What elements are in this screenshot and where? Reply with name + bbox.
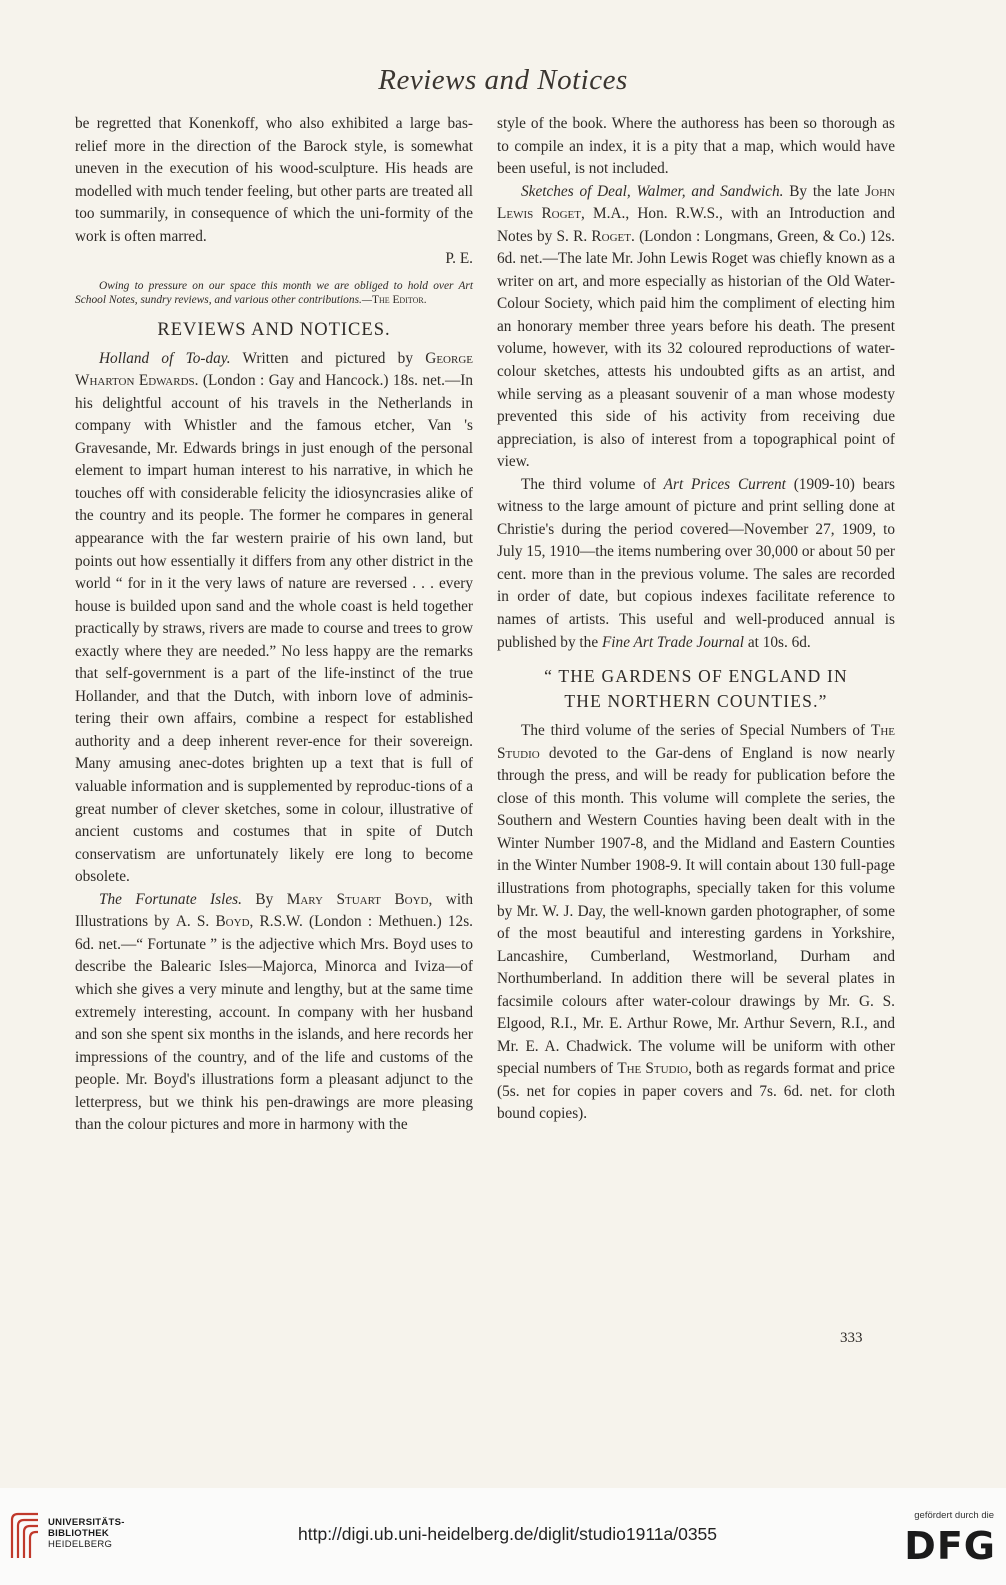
- digitization-footer: [0, 1488, 1006, 1585]
- paragraph: style of the book. Where the authoress has been so thorough as to compile an index, it is a pity that a map, which would have been useful, is not included.: [497, 115, 895, 178]
- author-name: Mary Stuart Boyd,: [286, 890, 433, 908]
- editor-name: S. R. Roget.: [556, 227, 635, 245]
- section-heading: REVIEWS AND NOTICES.: [157, 319, 391, 340]
- editor-signature: The Editor.: [372, 294, 427, 307]
- library-logo-icon: [8, 1510, 42, 1560]
- book-title: Art Prices Current: [663, 475, 786, 493]
- publisher-name: Fine Art Trade Journal: [601, 633, 745, 651]
- book-title: Holland of To-day.: [99, 349, 231, 367]
- illustrator-name: A. S. Boyd, R.S.W.: [175, 913, 303, 931]
- signature-line: [75, 248, 473, 271]
- announcement-paragraph: The third volume of the series of Special Numbers of The Studio devoted to the Gar-dens of England is now nearly through the press, and will be ready for publication before the close of this month. This volume will complete the series, the Southern and Western Counties having been dealt with in the Winter Number 1907-8, and the Midland and Eastern Counties in the Winter Number 1908-9. It will contain about 130 full-page illustrations from photographs, specially taken for this volume by Mr. W. J. Day, the well-known garden photographer, of some of the most beautiful and interesting gardens in Yorkshire, Lancashire, Cumberland, Westmorland, Durham and Northumberland. In addition there will be several plates in facsimile colours after water-colour drawings by Mr. G. S. Elgood, R.I., Mr. E. Arthur Rowe, Mr. Arthur Severn, R.I., and Mr. E. A. Chadwick. The volume will be uniform with other special numbers of The Studio, both as regards format and price (5s. net for copies in paper covers and 7s. 6d. net. for cloth bound copies).: [497, 722, 896, 1123]
- book-title: The Fortunate Isles.: [99, 890, 242, 908]
- author-name: George Wharton Edwards.: [75, 349, 473, 390]
- dfg-logo: DFG: [904, 1524, 996, 1568]
- page-number: 333: [840, 1330, 863, 1346]
- gardens-heading: “ THE GARDENS OF ENGLAND IN THE NORTHERN COUNTIES.”: [544, 666, 848, 712]
- running-head: Reviews and Notices: [378, 64, 628, 96]
- editor-note: Owing to pressure on our space this month we are obliged to hold over Art School Notes, sundry reviews, and various other contributions.—The Editor.: [75, 279, 473, 307]
- sponsor-label: gefördert durch die: [914, 1510, 994, 1521]
- source-url-link[interactable]: http://digi.ub.uni-heidelberg.de/diglit/studio1911a/0355: [298, 1524, 718, 1544]
- review-paragraph: Holland of To-day. Written and pictured by George Wharton Edwards. (London : Gay and Hancock.) 18s. net.—In his delightful account of his travels in the Netherlands in company with Whistler and the famous etcher, Van 's Gravesande, Mr. Edwards brings in just enough of the personal element to impart human interest to his narrative, in which he touches off with considerable felicity the idiosyncrasies alike of the country and its people. The former he compares in general appearance with the far western prairie of his own land, but points out how essentially it differs from any other district in the world “ for in it the very laws of nature are reversed . . . every house is builded upon sand and the whole coast is held together practically by straws, rivers are made to course and trees to grow exactly where they are needed.” No less happy are the remarks that self-government is a part of the life-instinct of the true Hollander, and that the Dutch, with inborn love of adminis-tering their own affairs, combine a respect for established authority and a deep inherent rever-ence for their sovereign. Many amusing anec-dotes brighten up a text that is full of valuable information and is supplemented by reproduc-tions of a great number of clever sketches, some in colour, illustrative of ancient customs and costumes that in spite of Dutch conservatism are unfortunately likely ere long to become obsolete.: [75, 349, 473, 886]
- signature: P. E.: [445, 250, 473, 268]
- magazine-name: The Studio,: [617, 1060, 692, 1078]
- author-name: John Lewis Roget,: [497, 182, 895, 223]
- right-column: [497, 113, 895, 1126]
- left-column: [75, 113, 473, 1137]
- magazine-name: The Studio: [497, 722, 895, 762]
- library-name: UNIVERSITÄTS- BIBLIOTHEK HEIDELBERG: [48, 1517, 125, 1550]
- paragraph: be regretted that Konenkoff, who also exhibited a large bas-relief more in the direction of the Barock style, is somewhat uneven in the execution of his wood-sculpture. His heads are modelled with much tender feeling, but other parts are treated all too summarily, in consequence of which the uni-formity of the work is often marred.: [75, 115, 473, 245]
- review-paragraph: The Fortunate Isles. By Mary Stuart Boyd, with Illustrations by A. S. Boyd, R.S.W. (London : Methuen.) 12s. 6d. net.—“ Fortunate ” is the adjective which Mrs. Boyd uses to describe the Balearic Isles—Majorca, Minorca and Iviza—of which she gives a very minute and lengthy, but at the same time extremely interesting, account. In company with her husband and son she spent six months in the islands, and here records her impressions of the country, and of the life and customs of the people. Mr. Boyd's illustrations form a pleasant adjunct to the letterpress, but we think his pen-drawings are more pleasing than the colour pictures and more in harmony with the: [75, 890, 473, 1134]
- review-paragraph: Sketches of Deal, Walmer, and Sandwich. By the late John Lewis Roget, M.A., Hon. R.W.S., with an Introduction and Notes by S. R. Roget. (London : Longmans, Green, & Co.) 12s. 6d. net.—The late Mr. John Lewis Roget was chiefly known as a writer on art, and more especially as historian of the Old Water-Colour Society, which paid him the compliment of electing him an honorary member three years before his death. The present volume, however, with its 32 coloured reproductions of water-colour sketches, attests his undoubted gifts as an artist, and while serving as a pleasant souvenir of a man whose modesty prevented this side of his activity from receiving due appreciation, is also of interest from a topographical point of view.: [497, 182, 896, 471]
- review-paragraph: The third volume of Art Prices Current (1909-10) bears witness to the large amount of picture and print selling done at Christie's during the period covered—November 27, 1909, to July 15, 1910—the items numbering over 30,000 or about 50 per cent. more than in the previous volume. The sales are recorded in order of date, but copious indexes facilitate reference to names of artists. This useful and well-produced annual is published by the Fine Art Trade Journal at 10s. 6d.: [497, 475, 895, 651]
- book-title: Sketches of Deal, Walmer, and Sandwich.: [521, 182, 784, 200]
